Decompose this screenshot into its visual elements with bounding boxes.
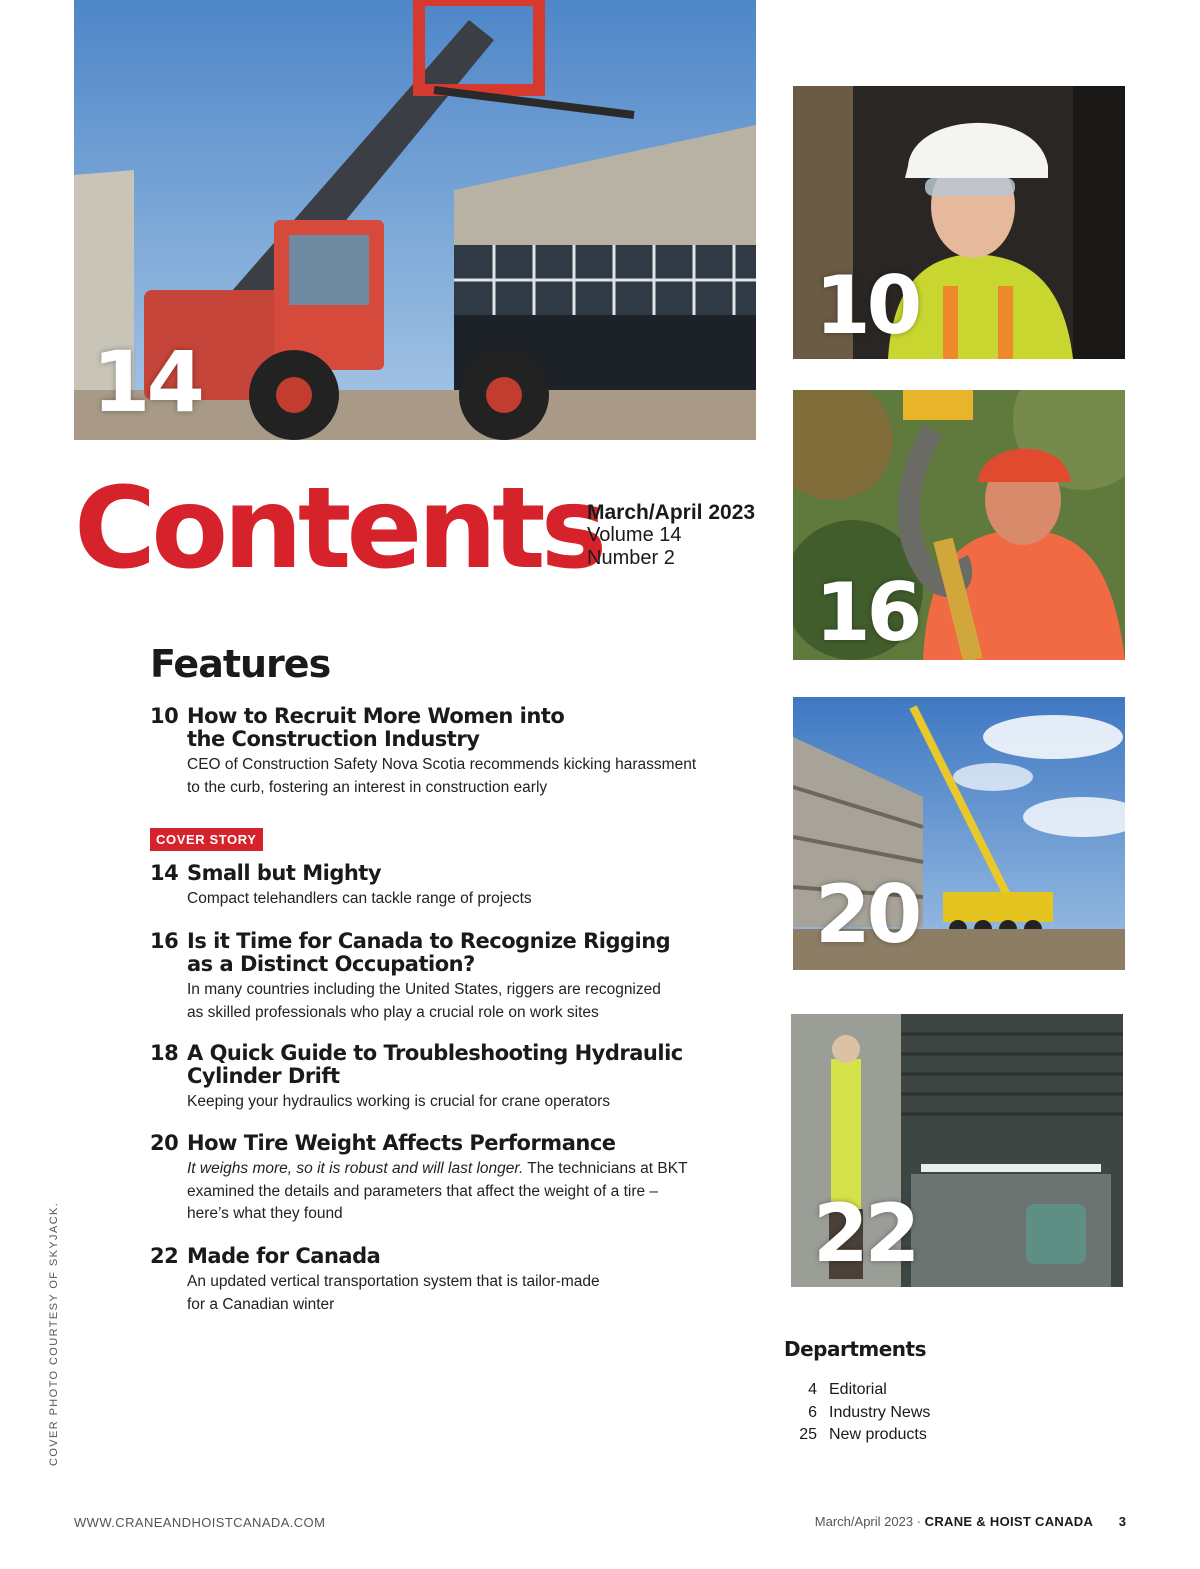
department-item[interactable] — [784, 1424, 1084, 1447]
feature-photo-10-page-number: 10 — [815, 259, 919, 352]
department-page-number: 4 — [808, 1381, 817, 1398]
feature-photo-20-page-number: 20 — [815, 868, 919, 961]
feature-page-number: 16 — [150, 929, 179, 953]
issue-date: March/April 2023 — [587, 501, 756, 524]
feature-photo-22 — [791, 1014, 1123, 1287]
department-page-number: 25 — [799, 1426, 817, 1443]
department-item[interactable] — [784, 1379, 1084, 1402]
feature-item[interactable] — [150, 862, 740, 911]
feature-description: Compact telehandlers can tackle range of projects — [187, 890, 532, 907]
footer-issue: March/April 2023 · — [814, 1514, 922, 1529]
cover-photo — [74, 0, 756, 440]
department-item[interactable] — [784, 1402, 1084, 1425]
feature-item[interactable] — [150, 1245, 740, 1316]
footer-magazine-name: CRANE & HOIST CANADA — [924, 1514, 1094, 1529]
department-page-number: 6 — [808, 1403, 817, 1421]
feature-page-number: 10 — [150, 704, 179, 728]
feature-title[interactable]: Is it Time for Canada to Recognize Rigging as a Distinct Occupation? — [187, 929, 671, 976]
footer-url[interactable]: WWW.CRANEANDHOISTCANADA.COM — [74, 1515, 326, 1530]
page-title: Contents — [74, 464, 603, 594]
feature-description — [187, 1158, 740, 1226]
feature-item[interactable] — [150, 930, 740, 1024]
feature-title[interactable]: Made for Canada — [187, 1244, 381, 1268]
feature-description-rest: The technicians at BKT examined the details and parameters that affect the weight of a tire – here’s what they found — [187, 1160, 688, 1222]
feature-title[interactable]: A Quick Guide to Troubleshooting Hydraulic Cylinder Drift — [187, 1041, 683, 1088]
issue-number: Number 2 — [587, 547, 675, 569]
features-heading: Features — [150, 642, 331, 686]
feature-item[interactable] — [150, 1132, 740, 1226]
footer-page-number: 3 — [1118, 1514, 1126, 1529]
feature-page-number: 18 — [150, 1041, 179, 1065]
feature-item[interactable] — [150, 1042, 740, 1114]
cover-photo-page-number: 14 — [92, 333, 201, 431]
footer-issue-info — [815, 1514, 1126, 1529]
issue-info — [587, 501, 755, 570]
feature-description: An updated vertical transportation system that is tailor-made for a Canadian winter — [187, 1273, 600, 1313]
feature-photo-22-page-number: 22 — [813, 1187, 917, 1280]
issue-volume: Volume 14 — [587, 524, 682, 546]
feature-photo-20 — [793, 697, 1125, 970]
feature-photo-10 — [793, 86, 1125, 359]
feature-description: CEO of Construction Safety Nova Scotia recommends kicking harassment to the curb, fostering an interest in construction early — [187, 756, 697, 796]
feature-description: Keeping your hydraulics working is crucial for crane operators — [187, 1093, 611, 1110]
feature-description: In many countries including the United States, riggers are recognized as skilled professionals who play a crucial role on work sites — [187, 981, 661, 1021]
photo-credit: COVER PHOTO COURTESY OF SKYJACK. — [48, 1201, 60, 1466]
feature-photo-16-page-number: 16 — [815, 566, 919, 659]
departments-heading: Departments — [784, 1337, 927, 1361]
feature-photo-16 — [793, 390, 1125, 660]
feature-page-number: 22 — [150, 1244, 179, 1268]
feature-title[interactable]: How to Recruit More Women into the Construction Industry — [187, 704, 565, 751]
feature-title[interactable]: Small but Mighty — [187, 861, 382, 885]
cover-story-badge: COVER STORY — [150, 828, 263, 851]
department-label[interactable]: Industry News — [829, 1403, 931, 1421]
department-label[interactable]: Editorial — [829, 1381, 887, 1398]
feature-item[interactable] — [150, 705, 740, 799]
departments-section — [784, 1337, 1084, 1447]
feature-page-number: 20 — [150, 1131, 179, 1155]
feature-page-number: 14 — [150, 861, 179, 885]
feature-description-italic: It weighs more, so it is robust and will last longer. — [187, 1160, 524, 1177]
feature-title[interactable]: How Tire Weight Affects Performance — [187, 1131, 616, 1155]
department-label[interactable]: New products — [829, 1426, 927, 1443]
